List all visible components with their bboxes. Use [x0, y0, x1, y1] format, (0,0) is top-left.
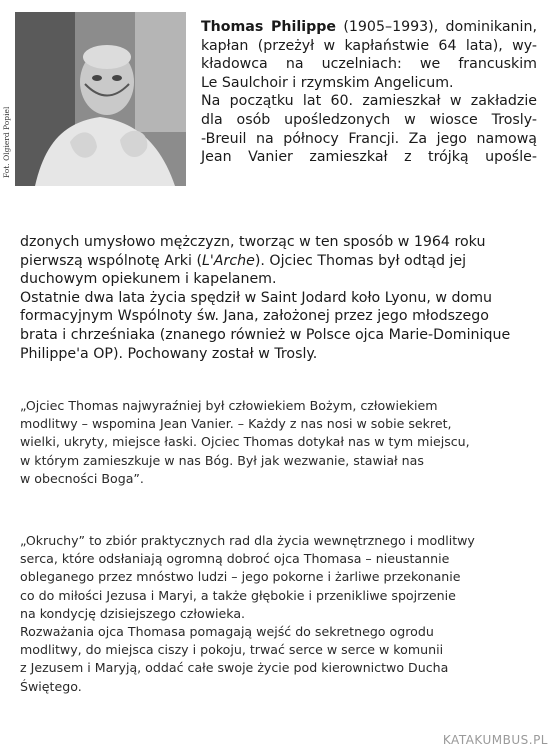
bio-line: Le Saulchoir i rzymskim Angelicum. [201, 74, 454, 91]
quote-line: „Ojciec Thomas najwyraźniej był człowiekiem Bożym, człowiekiem [20, 398, 438, 413]
arche-title: L'Arche [202, 252, 255, 269]
quote-line: w którym zamieszkuje w nas Bóg. Był jak wezwanie, stawiał nas [20, 452, 424, 468]
description-line: obleganego przez mnóstwo ludzi – jego pokorne i żarliwe przekonanie [20, 569, 461, 585]
person-name: Thomas Philippe [201, 19, 337, 35]
bio-line: Na początku lat 60. zamieszkał w zakładzie [201, 93, 537, 110]
description-line: z Jezusem i Maryją, oddać całe swoje życie pod kierownictwo Ducha [20, 660, 449, 676]
bio-line: dzonych umysłowo mężczyzn, tworząc w ten sposób w 1964 roku [20, 234, 486, 250]
bio-line: formacyjnym Wspólnoty św. Jana, założonej przez jego młodszego [20, 308, 489, 325]
bio-line: duchowym opiekunem i kapelanem. [20, 271, 277, 288]
quote-line: w obecności Boga”. [20, 470, 144, 486]
quote-line: modlitwy – wspomina Jean Vanier. – Każdy z nas nosi w sobie sekret, [20, 416, 452, 432]
bio-line: dla osób upośledzonych w wiosce Trosly- [201, 111, 537, 128]
bio-line: kapłan (przeżył w kapłaństwie 64 lata), wy- [201, 37, 537, 54]
bio-line: kładowca na uczelniach: we francuskim [201, 56, 537, 73]
description-line: Świętego. [20, 678, 82, 694]
bio-line: Thomas Philippe (1905–1993), dominikanin, [201, 19, 537, 35]
bio-line: -Breuil na północy Francji. Za jego namową [201, 130, 537, 147]
bio-line: Ostatnie dwa lata życia spędził w Saint Jodard koło Lyonu, w domu [20, 289, 493, 306]
quote-line: wielki, ukryty, miejsce łaski. Ojciec Thomas dotykał nas w tym miejscu, [20, 434, 470, 450]
description-line: Rozważania ojca Thomasa pomagają wejść do sekretnego ogrodu [20, 624, 434, 640]
description-line: „Okruchy” to zbiór praktycznych rad dla życia wewnętrznego i modlitwy [20, 533, 475, 548]
bio-line: brata i chrześniaka (znanego również w Polsce ojca Marie-Dominique [20, 326, 511, 343]
portrait-photo [15, 12, 186, 186]
photo-credit: Fot. Olgierd Popiel [2, 106, 11, 178]
book-description [20, 532, 538, 696]
site-watermark: KATAKUMBUS.PL [442, 733, 548, 747]
bio-intro [201, 18, 537, 167]
description-line: modlitwy, do miejsca ciszy i pokoju, trwać serce w serce w komunii [20, 642, 444, 658]
bio-line: Jean Vanier zamieszkał z trójką upośle- [201, 149, 537, 166]
vanier-quote [20, 397, 538, 488]
bio-continued [20, 233, 538, 363]
bio-line: pierwszą wspólnotę Arki (L'Arche). Ojciec Thomas był odtąd jej [20, 252, 467, 269]
description-line: co do miłości Jezusa i Maryi, a także głębokie i przenikliwe spojrzenie [20, 587, 456, 603]
bio-line: Philippe'a OP). Pochowany został w Trosly. [20, 345, 318, 362]
description-line: na kondycję dzisiejszego człowieka. [20, 605, 246, 621]
description-line: serca, które odsłaniają ogromną dobroć ojca Thomasa – nieustannie [20, 551, 450, 567]
portrait-illustration [15, 12, 186, 186]
